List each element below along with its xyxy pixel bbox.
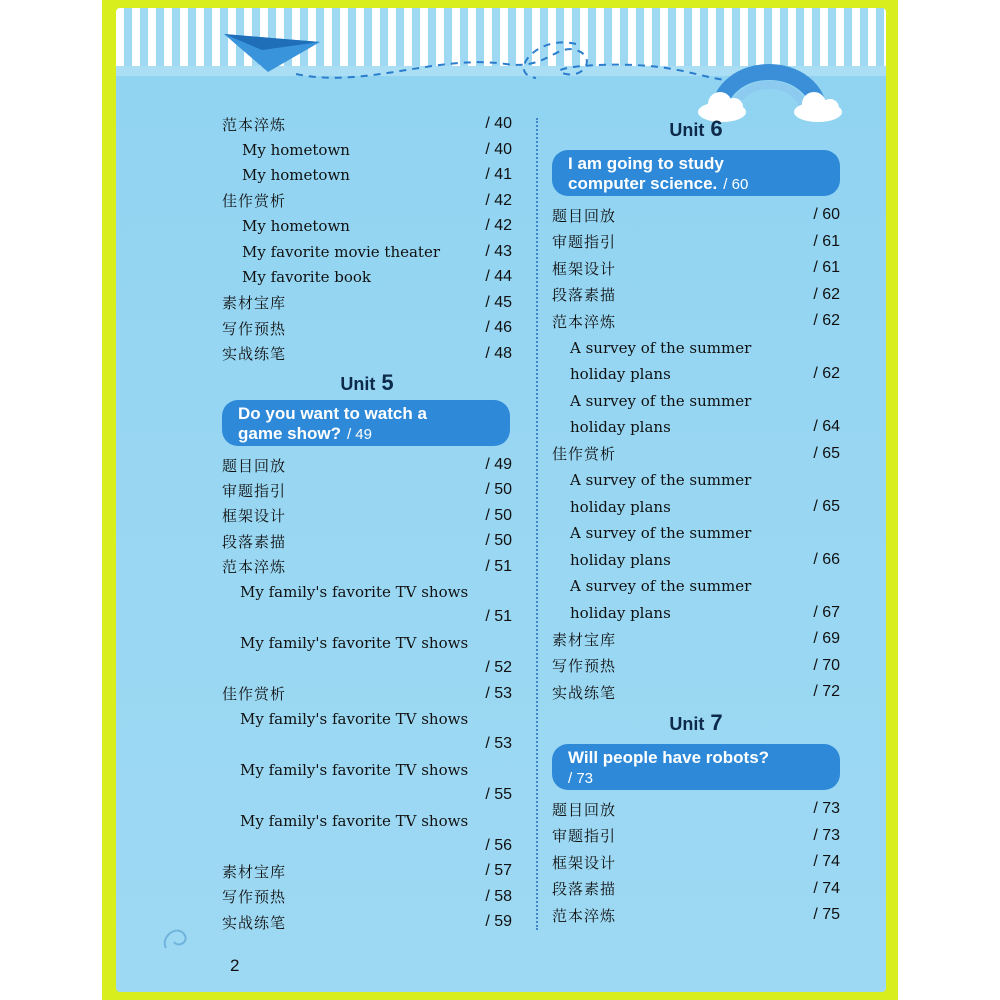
toc-row[interactable] [222,834,512,858]
toc-row[interactable] [552,468,840,492]
toc-row[interactable] [222,707,512,731]
toc-entry-page: / 51 [485,608,512,626]
toc-entry-title: My favorite book [242,268,371,286]
toc-entry-title: 题目回放 [552,206,617,225]
toc-row[interactable] [552,903,840,927]
toc-entry-title: 写作预热 [222,319,287,338]
toc-entry-page: / 67 [813,603,840,621]
toc-row[interactable] [552,415,840,439]
toc-entry-page: / 40 [485,140,512,158]
toc-row[interactable] [222,758,512,782]
toc-entry-title: My family's favorite TV shows [240,710,469,728]
toc-entry-page: / 41 [485,166,512,183]
toc-entry-title: 写作预热 [222,888,287,907]
toc-entry-title: 范本淬炼 [222,115,287,134]
toc-row[interactable] [222,885,512,909]
toc-entry-title: My favorite movie theater [242,242,440,261]
toc-entry-title: My family's favorite TV shows [240,633,469,652]
toc-entry-page: / 52 [485,659,512,677]
toc-entry-page: / 62 [813,312,840,329]
toc-entry-page: / 65 [813,497,840,515]
toc-entry-page: / 61 [813,259,840,276]
toc-row[interactable] [552,877,840,901]
toc-entry-title: 框架设计 [552,853,617,872]
toc-entry-title: 素材宝库 [222,294,287,312]
toc-entry-title: 审题指引 [552,233,617,251]
unit5-label: Unit [340,374,376,394]
toc-entry-title: 框架设计 [222,507,287,526]
toc-entry-title: My family's favorite TV shows [240,583,469,601]
unit5-title-page: / 49 [346,426,372,443]
toc-entry-title: My hometown [242,166,350,184]
toc-entry-title: My hometown [242,140,350,159]
toc-row[interactable] [552,548,840,572]
toc-entry-page: / 73 [813,826,840,844]
toc-entry-page: / 64 [813,418,840,435]
column-divider [536,118,538,930]
toc-entry-title: 段落素描 [222,532,287,551]
toc-entry-page: / 53 [485,684,512,702]
toc-entry-title: A survey of the summer [570,577,752,595]
unit5-heading [222,370,512,396]
toc-row[interactable] [222,783,512,807]
unit6-title-line2: computer science. [568,174,718,193]
toc-entry-page: / 42 [485,217,512,234]
toc-entry-page: / 49 [485,456,512,473]
toc-row[interactable] [222,453,512,477]
toc-entry-page: / 74 [813,853,840,870]
toc-row[interactable] [552,654,840,678]
toc-entry-title: My family's favorite TV shows [240,760,469,779]
unit7-title-pill[interactable] [552,744,840,790]
toc-row[interactable] [222,682,512,706]
toc-row[interactable] [222,291,512,315]
toc-entry-title: A survey of the summer [570,391,752,410]
page-number: 2 [230,956,240,975]
toc-entry-page: / 50 [485,481,512,499]
toc-entry-page: / 75 [813,906,840,923]
toc-row[interactable] [222,112,512,136]
toc-entry-page: / 51 [485,557,512,575]
toc-row[interactable] [222,240,512,264]
toc-entry-title: 佳作赏析 [552,445,617,463]
toc-row[interactable] [552,389,840,413]
unit7-number: 7 [710,710,723,735]
toc-row[interactable] [222,809,512,833]
toc-entry-page: / 70 [813,656,840,674]
toc-entry-page: / 53 [485,735,512,753]
toc-entry-title: 审题指引 [552,827,617,845]
toc-entry-title: 素材宝库 [222,862,287,881]
toc-entry-page: / 42 [485,191,512,209]
toc-row[interactable] [552,601,840,625]
toc-entry-page: / 66 [813,550,840,568]
toc-row[interactable] [222,605,512,629]
toc-entry-title: 范本淬炼 [552,312,617,331]
toc-entry-page: / 50 [485,532,512,550]
toc-entry-page: / 50 [485,506,512,524]
toc-entry-title: 审题指引 [222,481,287,500]
toc-entry-title: 题目回放 [552,800,617,819]
toc-row[interactable] [552,850,840,874]
toc-entry-page: / 43 [485,242,512,260]
toc-row[interactable] [222,580,512,604]
toc-entry-page: / 40 [485,115,512,132]
toc-row[interactable] [552,283,840,307]
toc-entry-title: A survey of the summer [570,338,752,357]
toc-row[interactable] [222,631,512,655]
toc-entry-page: / 58 [485,887,512,905]
toc-entry-page: / 56 [485,837,512,854]
toc-row[interactable] [552,797,840,821]
toc-entry-title: 实战练笔 [222,913,287,932]
toc-row[interactable] [552,442,840,466]
toc-row[interactable] [222,189,512,213]
toc-entry-page: / 65 [813,444,840,462]
toc-row[interactable] [552,256,840,280]
toc-row[interactable] [222,316,512,340]
unit5-title-pill[interactable] [222,400,510,446]
unit7-heading [552,710,840,736]
toc-row[interactable] [222,163,512,187]
unit5-title-line1: Do you want to watch a [238,404,427,423]
unit5-number: 5 [381,370,394,395]
toc-row[interactable] [552,627,840,651]
toc-entry-title: 框架设计 [552,259,617,278]
toc-entry-title: holiday plans [570,418,671,436]
toc-entry-page: / 62 [813,365,840,382]
toc-entry-page: / 72 [813,683,840,700]
toc-entry-page: / 55 [485,786,512,804]
toc-row[interactable] [552,521,840,545]
unit6-title-page: / 60 [723,176,749,193]
toc-entry-page: / 46 [485,319,512,336]
toc-row[interactable] [222,732,512,756]
toc-entry-title: 素材宝库 [552,630,617,649]
toc-entry-title: 范本淬炼 [222,558,287,577]
toc-row[interactable] [552,824,840,848]
unit7-title-page: / 73 [568,770,594,787]
toc-row[interactable] [222,910,512,934]
unit6-heading [552,116,840,142]
toc-row[interactable] [552,230,840,254]
toc-row[interactable] [222,214,512,238]
toc-entry-title: holiday plans [570,550,671,569]
toc-row[interactable] [222,529,512,553]
toc-entry-title: holiday plans [570,365,671,383]
toc-row[interactable] [222,555,512,579]
unit5-title-line2: game show? [238,424,341,443]
toc-row[interactable] [552,362,840,386]
corner-swirl-icon [156,918,196,958]
toc-row[interactable] [222,656,512,680]
toc-row[interactable] [222,478,512,502]
toc-entry-title: A survey of the summer [570,471,752,489]
toc-entry-page: / 45 [485,293,512,311]
toc-entry-page: / 44 [485,268,512,285]
toc-entry-page: / 61 [813,232,840,250]
toc-row[interactable] [552,574,840,598]
toc-entry-page: / 48 [485,344,512,362]
toc-entry-title: 段落素描 [552,880,617,898]
toc-row[interactable] [552,495,840,519]
toc-row[interactable] [222,265,512,289]
toc-entry-title: 段落素描 [552,286,617,304]
toc-row[interactable] [552,203,840,227]
toc-entry-page: / 73 [813,800,840,817]
toc-entry-title: 范本淬炼 [552,906,617,925]
toc-entry-title: 写作预热 [552,657,617,675]
toc-entry-page: / 57 [485,862,512,880]
unit7-label: Unit [669,714,705,734]
unit6-title-line1: I am going to study [568,154,724,173]
toc-entry-title: 实战练笔 [552,683,617,702]
toc-entry-title: 实战练笔 [222,345,287,363]
toc-entry-page: / 59 [485,913,512,931]
toc-entry-title: holiday plans [570,603,671,622]
unit6-number: 6 [710,116,723,141]
unit6-title-pill[interactable] [552,150,840,196]
toc-entry-page: / 74 [813,879,840,897]
toc-entry-title: 佳作赏析 [222,192,287,210]
toc-row[interactable] [552,336,840,360]
toc-entry-page: / 62 [813,285,840,303]
toc-entry-title: holiday plans [570,497,671,516]
toc-entry-title: A survey of the summer [570,524,752,542]
toc-row[interactable] [222,859,512,883]
toc-entry-title: My hometown [242,217,350,235]
toc-entry-title: My family's favorite TV shows [240,811,469,830]
toc-row[interactable] [222,138,512,162]
toc-entry-page: / 60 [813,206,840,223]
toc-entry-title: 佳作赏析 [222,685,287,704]
toc-entry-page: / 69 [813,630,840,647]
unit6-label: Unit [669,120,705,140]
toc-row[interactable] [222,504,512,528]
toc-row[interactable] [552,309,840,333]
toc-row[interactable] [222,342,512,366]
toc-entry-title: 题目回放 [222,456,287,475]
toc-row[interactable] [552,680,840,704]
unit7-title-line1: Will people have robots? [568,748,770,767]
